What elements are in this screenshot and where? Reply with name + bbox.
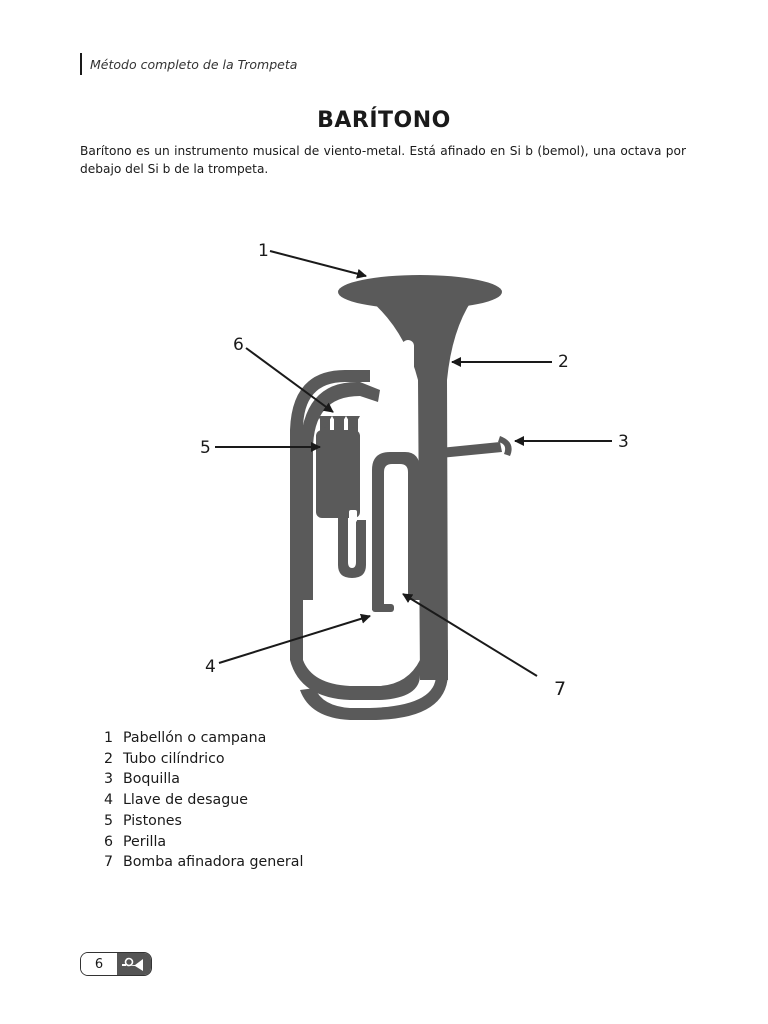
callout-1: 1 — [258, 241, 269, 261]
callout-4: 4 — [205, 657, 216, 677]
legend-label: Pistones — [123, 812, 182, 829]
legend-label: Tubo cilíndrico — [123, 750, 225, 767]
legend-number: 2 — [104, 750, 114, 767]
running-header — [80, 52, 297, 76]
header-rule — [80, 53, 82, 75]
callout-6: 6 — [233, 335, 244, 355]
legend-label: Llave de desague — [123, 792, 248, 809]
legend-label: Pabellón o campana — [123, 730, 267, 746]
trumpet-icon — [117, 953, 151, 975]
legend-number: 5 — [104, 812, 114, 829]
callout-5: 5 — [200, 438, 211, 458]
callout-2: 2 — [558, 352, 569, 372]
legend-number: 7 — [104, 854, 114, 871]
page-title: BARÍTONO — [317, 108, 451, 133]
baritone-illustration — [290, 275, 512, 720]
legend-item — [104, 769, 303, 790]
legend-label: Boquilla — [123, 771, 180, 788]
legend-item — [104, 811, 303, 832]
legend-item — [104, 790, 303, 811]
intro-paragraph: Barítono es un instrumento musical de viento-metal. Está afinado en Si b (bemol), una octava por debajo del Si b de la trompeta. — [80, 144, 686, 176]
legend-item — [104, 728, 303, 749]
legend-item — [104, 749, 303, 770]
page-footer — [80, 952, 152, 976]
legend-number: 3 — [104, 771, 114, 788]
callout-3: 3 — [618, 432, 629, 452]
parts-legend — [104, 728, 303, 873]
running-title: Método completo de la Trompeta — [90, 56, 298, 72]
legend-number: 6 — [104, 833, 114, 850]
leader-line-1 — [270, 251, 366, 276]
callout-7: 7 — [554, 678, 567, 700]
baritone-diagram — [0, 220, 768, 730]
page-number: 6 — [81, 953, 117, 975]
page-number-badge — [80, 952, 152, 976]
legend-label: Perilla — [123, 833, 167, 850]
legend-label: Bomba afinadora general — [123, 854, 304, 871]
legend-item — [104, 852, 303, 873]
legend-item — [104, 832, 303, 853]
legend-number: 4 — [104, 792, 114, 809]
legend-number: 1 — [104, 730, 114, 746]
